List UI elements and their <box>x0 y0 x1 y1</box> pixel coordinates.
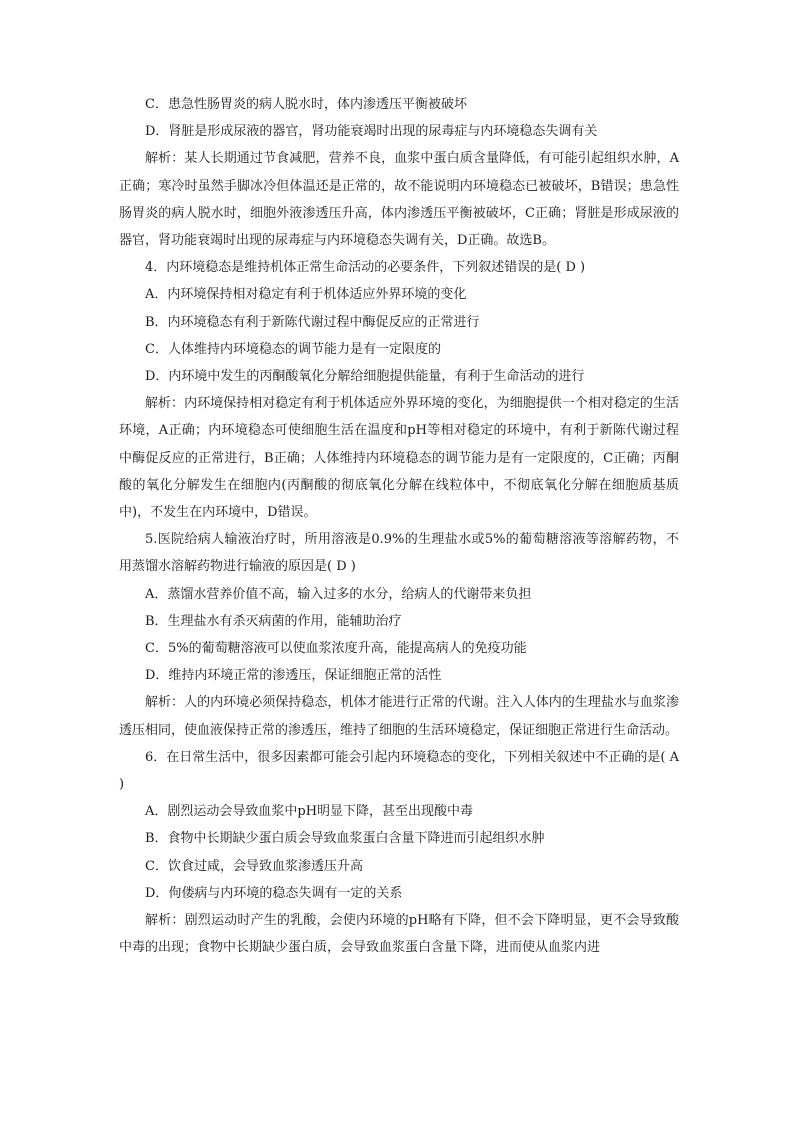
option-d-q6: D．佝偻病与内环境的稳态失调有一定的关系 <box>145 885 403 901</box>
document-page <box>119 91 679 962</box>
option-b-q5: B．生理盐水有杀灭病菌的作用，能辅助治疗 <box>145 613 402 629</box>
option-c-q5: C．5%的葡萄糖溶液可以使血浆浓度升高，能提高病人的免疫功能 <box>145 641 527 657</box>
option-d-q3: D．肾脏是形成尿液的器官，肾功能衰竭时出现的尿毒症与内环境稳态失调有关 <box>145 124 598 140</box>
option-b-q6: B．食物中长期缺少蛋白质会导致血浆蛋白含量下降进而引起组织水肿 <box>145 831 545 847</box>
option-b-q4: B．内环境稳态有利于新陈代谢过程中酶促反应的正常进行 <box>145 314 480 330</box>
option-a-q6: A．剧烈运动会导致血浆中pH明显下降，甚至出现酸中毒 <box>145 804 474 820</box>
option-c-q4: C．人体维持内环境稳态的调节能力是有一定限度的 <box>145 341 441 357</box>
analysis-q5: 解析：人的内环境必须保持稳态，机体才能进行正常的代谢。注入人体内的生理盐水与血浆渗透压相同，使血液保持正常的渗透压，维持了细胞的生活环境稳定，保证细胞正常进行生命活动。 <box>119 695 679 738</box>
question-4: 4．内环境稳态是维持机体正常生命活动的必要条件，下列叙述错误的是( D ) <box>145 260 586 276</box>
option-d-q4: D．内环境中发生的丙酮酸氧化分解给细胞提供能量，有利于生命活动的进行 <box>145 369 585 385</box>
option-d-q5: D．维持内环境正常的渗透压，保证细胞正常的活性 <box>145 668 442 684</box>
option-c-q6: C．饮食过咸，会导致血浆渗透压升高 <box>145 858 363 874</box>
analysis-q4: 解析：内环境保持相对稳定有利于机体适应外界环境的变化，为细胞提供一个相对稳定的生活环境，A正确；内环境稳态可使细胞生活在温度和pH等相对稳定的环境中，有利于新陈代谢过程中酶促反应的正常进行，B正确；人体维持内环境稳态的调节能力是有一定限度的，C正确；丙酮酸的氧化分解发生在细胞内(丙酮酸的彻底氧化分解在线粒体中，不彻底氧化分解在细胞质基质中)，不发生在内环境中，D错误。 <box>119 396 679 521</box>
option-a-q5: A．蒸馏水营养价值不高，输入过多的水分，给病人的代谢带来负担 <box>145 586 532 602</box>
question-6: 6．在日常生活中，很多因素都可能会引起内环境稳态的变化，下列相关叙述中不正确的是( A ) <box>119 749 679 793</box>
option-a-q4: A．内环境保持相对稳定有利于机体适应外界环境的变化 <box>145 287 467 303</box>
analysis-q3: 解析：某人长期通过节食减肥，营养不良，血浆中蛋白质含量降低，有可能引起组织水肿，A正确；寒冷时虽然手脚冰冷但体温还是正常的，故不能说明内环境稳态已被破坏，B错误；患急性肠胃炎的病人脱水时，细胞外液渗透压升高，体内渗透压平衡被破坏，C正确；肾脏是形成尿液的器官，肾功能衰竭时出现的尿毒症与内环境稳态失调有关，D正确。故选B。 <box>119 151 679 249</box>
option-c-q3: C．患急性肠胃炎的病人脱水时，体内渗透压平衡被破坏 <box>145 97 467 112</box>
analysis-q6: 解析：剧烈运动时产生的乳酸，会使内环境的pH略有下降，但不会下降明显，更不会导致酸中毒的出现；食物中长期缺少蛋白质，会导致血浆蛋白含量下降，进而使从血浆内进 <box>119 913 679 956</box>
question-5: 5.医院给病人输液治疗时，所用溶液是0.9%的生理盐水或5%的葡萄糖溶液等溶解药物，不用蒸馏水溶解药物进行输液的原因是( D ) <box>119 532 679 575</box>
